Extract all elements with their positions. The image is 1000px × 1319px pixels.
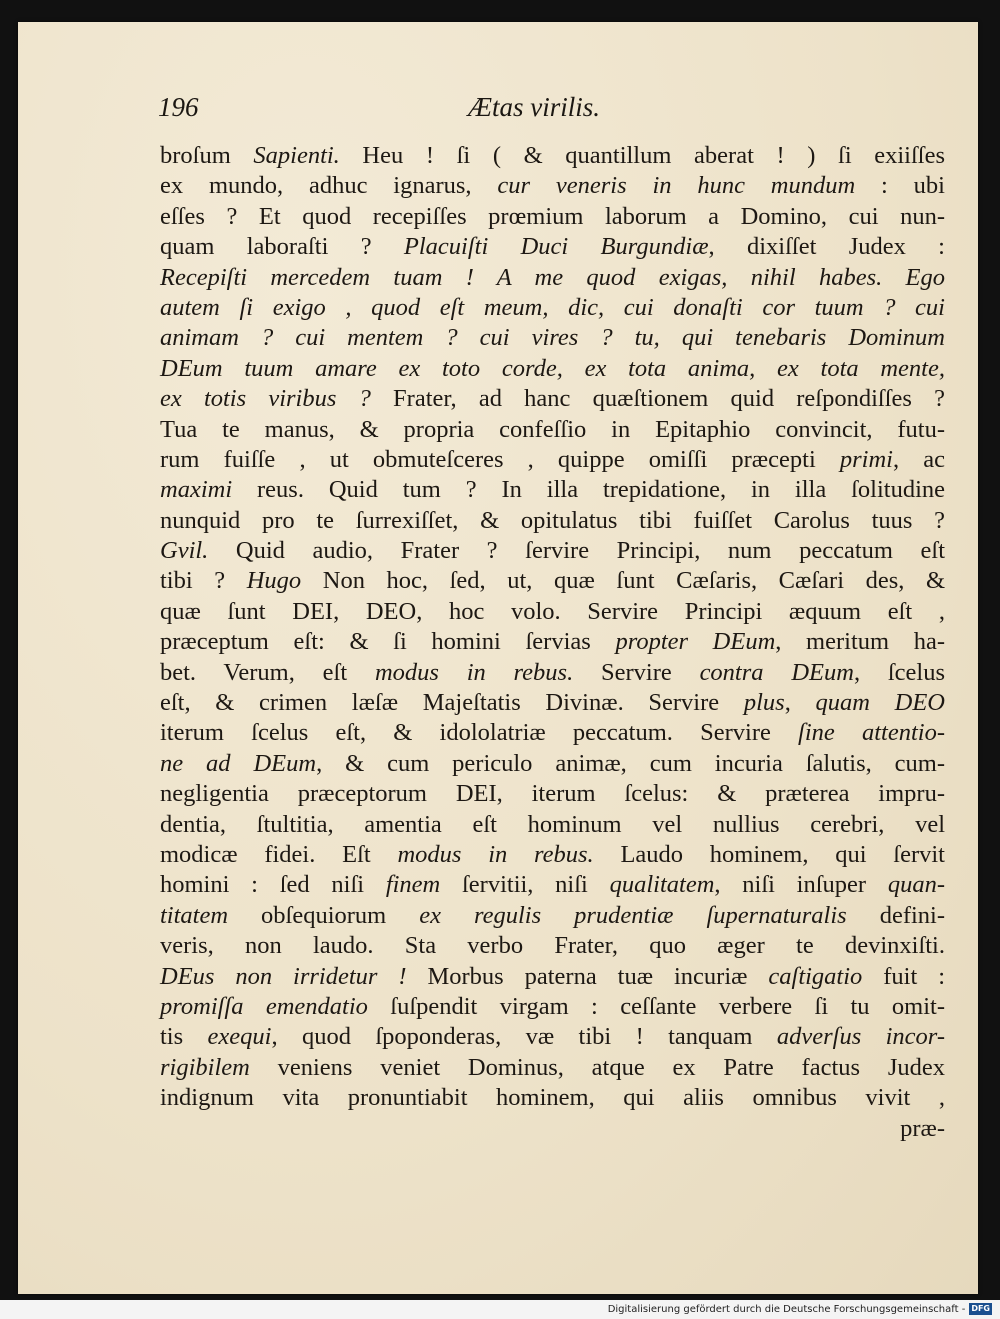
italic-phrase: Hugo bbox=[246, 567, 302, 595]
italic-phrase: Sapienti. bbox=[253, 142, 340, 169]
text-line: homini : ſed niſi finem ſervitii, niſi qualitatem, niſi inſuper quan- bbox=[160, 871, 945, 899]
text-line: DEus non irridetur ! Morbus paterna tuæ incuriæ caſtigatio fuit : bbox=[160, 962, 945, 990]
text-line: eſſes ? Et quod recepiſſes prœmium laborum a Domino, cui nun- bbox=[160, 202, 945, 230]
italic-phrase: Recepiſti mercedem tuam ! A me quod exigas, nihil habes. bbox=[160, 263, 883, 291]
italic-phrase: Gvil. bbox=[160, 537, 209, 565]
text-line: promiſſa emendatio ſuſpendit virgam : ceſſante verbere ſi tu omit- bbox=[160, 992, 945, 1020]
catchword: præ- bbox=[900, 1114, 945, 1142]
italic-phrase: finem bbox=[385, 871, 441, 899]
italic-phrase: autem ſi exigo , quod eſt meum, dic, cui donaſti cor tuum ? cui bbox=[160, 293, 945, 321]
italic-phrase: quan- bbox=[887, 871, 945, 899]
text-line: tis exequi, quod ſpoponderas, væ tibi ! tanquam adverſus incor- bbox=[160, 1023, 945, 1051]
text-line: negligentia præceptorum DEI, iterum ſcelus: & præterea impru- bbox=[160, 780, 945, 808]
italic-phrase: Placuiſti Duci Burgundiæ bbox=[403, 233, 709, 261]
text-line: ex mundo, adhuc ignarus, cur veneris in hunc mundum : ubi bbox=[160, 172, 945, 200]
text-line bbox=[160, 354, 945, 384]
text-line: dentia, ſtultitia, amentia eſt hominum vel nullius cerebri, vel bbox=[160, 810, 945, 838]
italic-phrase: cur veneris in hunc mundum bbox=[497, 172, 856, 200]
italic-phrase: primi bbox=[839, 445, 893, 473]
text-line: Tua te manus, & propria confeſſio in Epitaphio convincit, futu- bbox=[160, 415, 945, 443]
italic-phrase: contra DEum bbox=[699, 658, 854, 686]
text-line: rum fuiſſe , ut obmuteſceres , quippe omiſſi præcepti primi, ac bbox=[160, 445, 945, 473]
italic-phrase: plus bbox=[743, 689, 785, 717]
italic-phrase: promiſſa emendatio bbox=[160, 992, 368, 1020]
text-line: indignum vita pronuntiabit hominem, qui aliis omnibus vivit , bbox=[160, 1084, 945, 1112]
italic-phrase: modus in rebus. bbox=[397, 840, 594, 868]
italic-phrase: Ego bbox=[905, 263, 945, 291]
text-line: nunquid pro te ſurrexiſſet, & opitulatus tibi fuiſſet Carolus tuus ? bbox=[160, 506, 945, 534]
italic-phrase: animam ? cui mentem ? cui vires ? tu, qui tenebaris Dominum bbox=[160, 324, 945, 352]
text-line: iterum ſcelus eſt, & idololatriæ peccatum. Servire ſine attentio- bbox=[160, 719, 945, 747]
text-line: quam laboraſti ? Placuiſti Duci Burgundiæ, dixiſſet Judex : bbox=[160, 233, 945, 261]
running-head: Ætas virilis. bbox=[468, 92, 601, 122]
italic-phrase: DEus non irridetur ! bbox=[160, 962, 407, 990]
text-line bbox=[160, 323, 945, 353]
page-number: 196 bbox=[158, 92, 199, 122]
italic-phrase: quam DEO bbox=[815, 689, 946, 717]
text-line bbox=[160, 263, 945, 293]
text-line: Gvil. Quid audio, Frater ? ſervire Principi, num peccatum eſt bbox=[160, 537, 945, 565]
digitization-credit: Digitalisierung gefördert durch die Deutsche Forschungsgemeinschaft - bbox=[607, 1303, 966, 1315]
italic-phrase: propter DEum bbox=[615, 628, 776, 656]
italic-phrase: ex regulis prudentiæ ſupernaturalis bbox=[419, 901, 847, 929]
text-line: præceptum eſt: & ſi homini ſervias propter DEum, meritum ha- bbox=[160, 628, 945, 656]
italic-phrase: exequi bbox=[207, 1023, 272, 1051]
text-line bbox=[160, 293, 945, 323]
text-line: bet. Verum, eſt modus in rebus. Servire contra DEum, ſcelus bbox=[160, 658, 946, 686]
text-line: maximi reus. Quid tum ? In illa trepidatione, in illa ſolitudine bbox=[160, 476, 945, 504]
text-line: tibi ? Hugo Non hoc, ſed, ut, quæ ſunt Cæſaris, Cæſari des, & bbox=[160, 567, 946, 595]
text-line: ex totis viribus ? Frater, ad hanc quæſtionem quid reſpondiſſes ? bbox=[160, 385, 945, 413]
text-line: quæ ſunt DEI, DEO, hoc volo. Servire Principi æquum eſt , bbox=[160, 597, 945, 625]
body-text bbox=[160, 141, 945, 1144]
text-line: rigibilem veniens veniet Dominus, atque ex Patre factus Judex bbox=[160, 1053, 945, 1081]
page-header bbox=[158, 92, 948, 132]
text-line: veris, non laudo. Sta verbo Frater, quo æger te devinxiſti. bbox=[160, 932, 945, 960]
text-line: broſum Sapienti. Heu ! ſi ( & quantillum aberat ! ) ſi exiiſſes bbox=[160, 142, 945, 169]
italic-phrase: maximi bbox=[160, 476, 233, 504]
dfg-logo: DFG bbox=[971, 1304, 990, 1313]
text-line: modicæ fidei. Eſt modus in rebus. Laudo hominem, qui ſervit bbox=[160, 840, 945, 868]
italic-phrase: adverſus incor- bbox=[776, 1023, 945, 1051]
text-line: ne ad DEum, & cum periculo animæ, cum incuria ſalutis, cum- bbox=[160, 749, 945, 777]
text-line: eſt, & crimen læſæ Majeſtatis Divinæ. Servire plus, quam DEO bbox=[160, 689, 946, 717]
italic-phrase: ſine attentio- bbox=[798, 719, 945, 747]
italic-phrase: titatem bbox=[160, 901, 229, 929]
italic-phrase: ne ad DEum bbox=[160, 749, 317, 777]
text-line: titatem obſequiorum ex regulis prudentiæ ſupernaturalis defini- bbox=[160, 901, 946, 929]
italic-phrase: ex totis viribus ? bbox=[160, 385, 371, 413]
footer bbox=[608, 1302, 992, 1316]
italic-phrase: caſtigatio bbox=[768, 962, 863, 990]
italic-phrase: rigibilem bbox=[160, 1053, 250, 1081]
italic-phrase: qualitatem bbox=[609, 871, 715, 899]
italic-phrase: modus in rebus. bbox=[374, 658, 574, 686]
italic-phrase: DEum tuum amare ex toto corde, ex tota anima, ex tota mente, bbox=[160, 354, 945, 382]
